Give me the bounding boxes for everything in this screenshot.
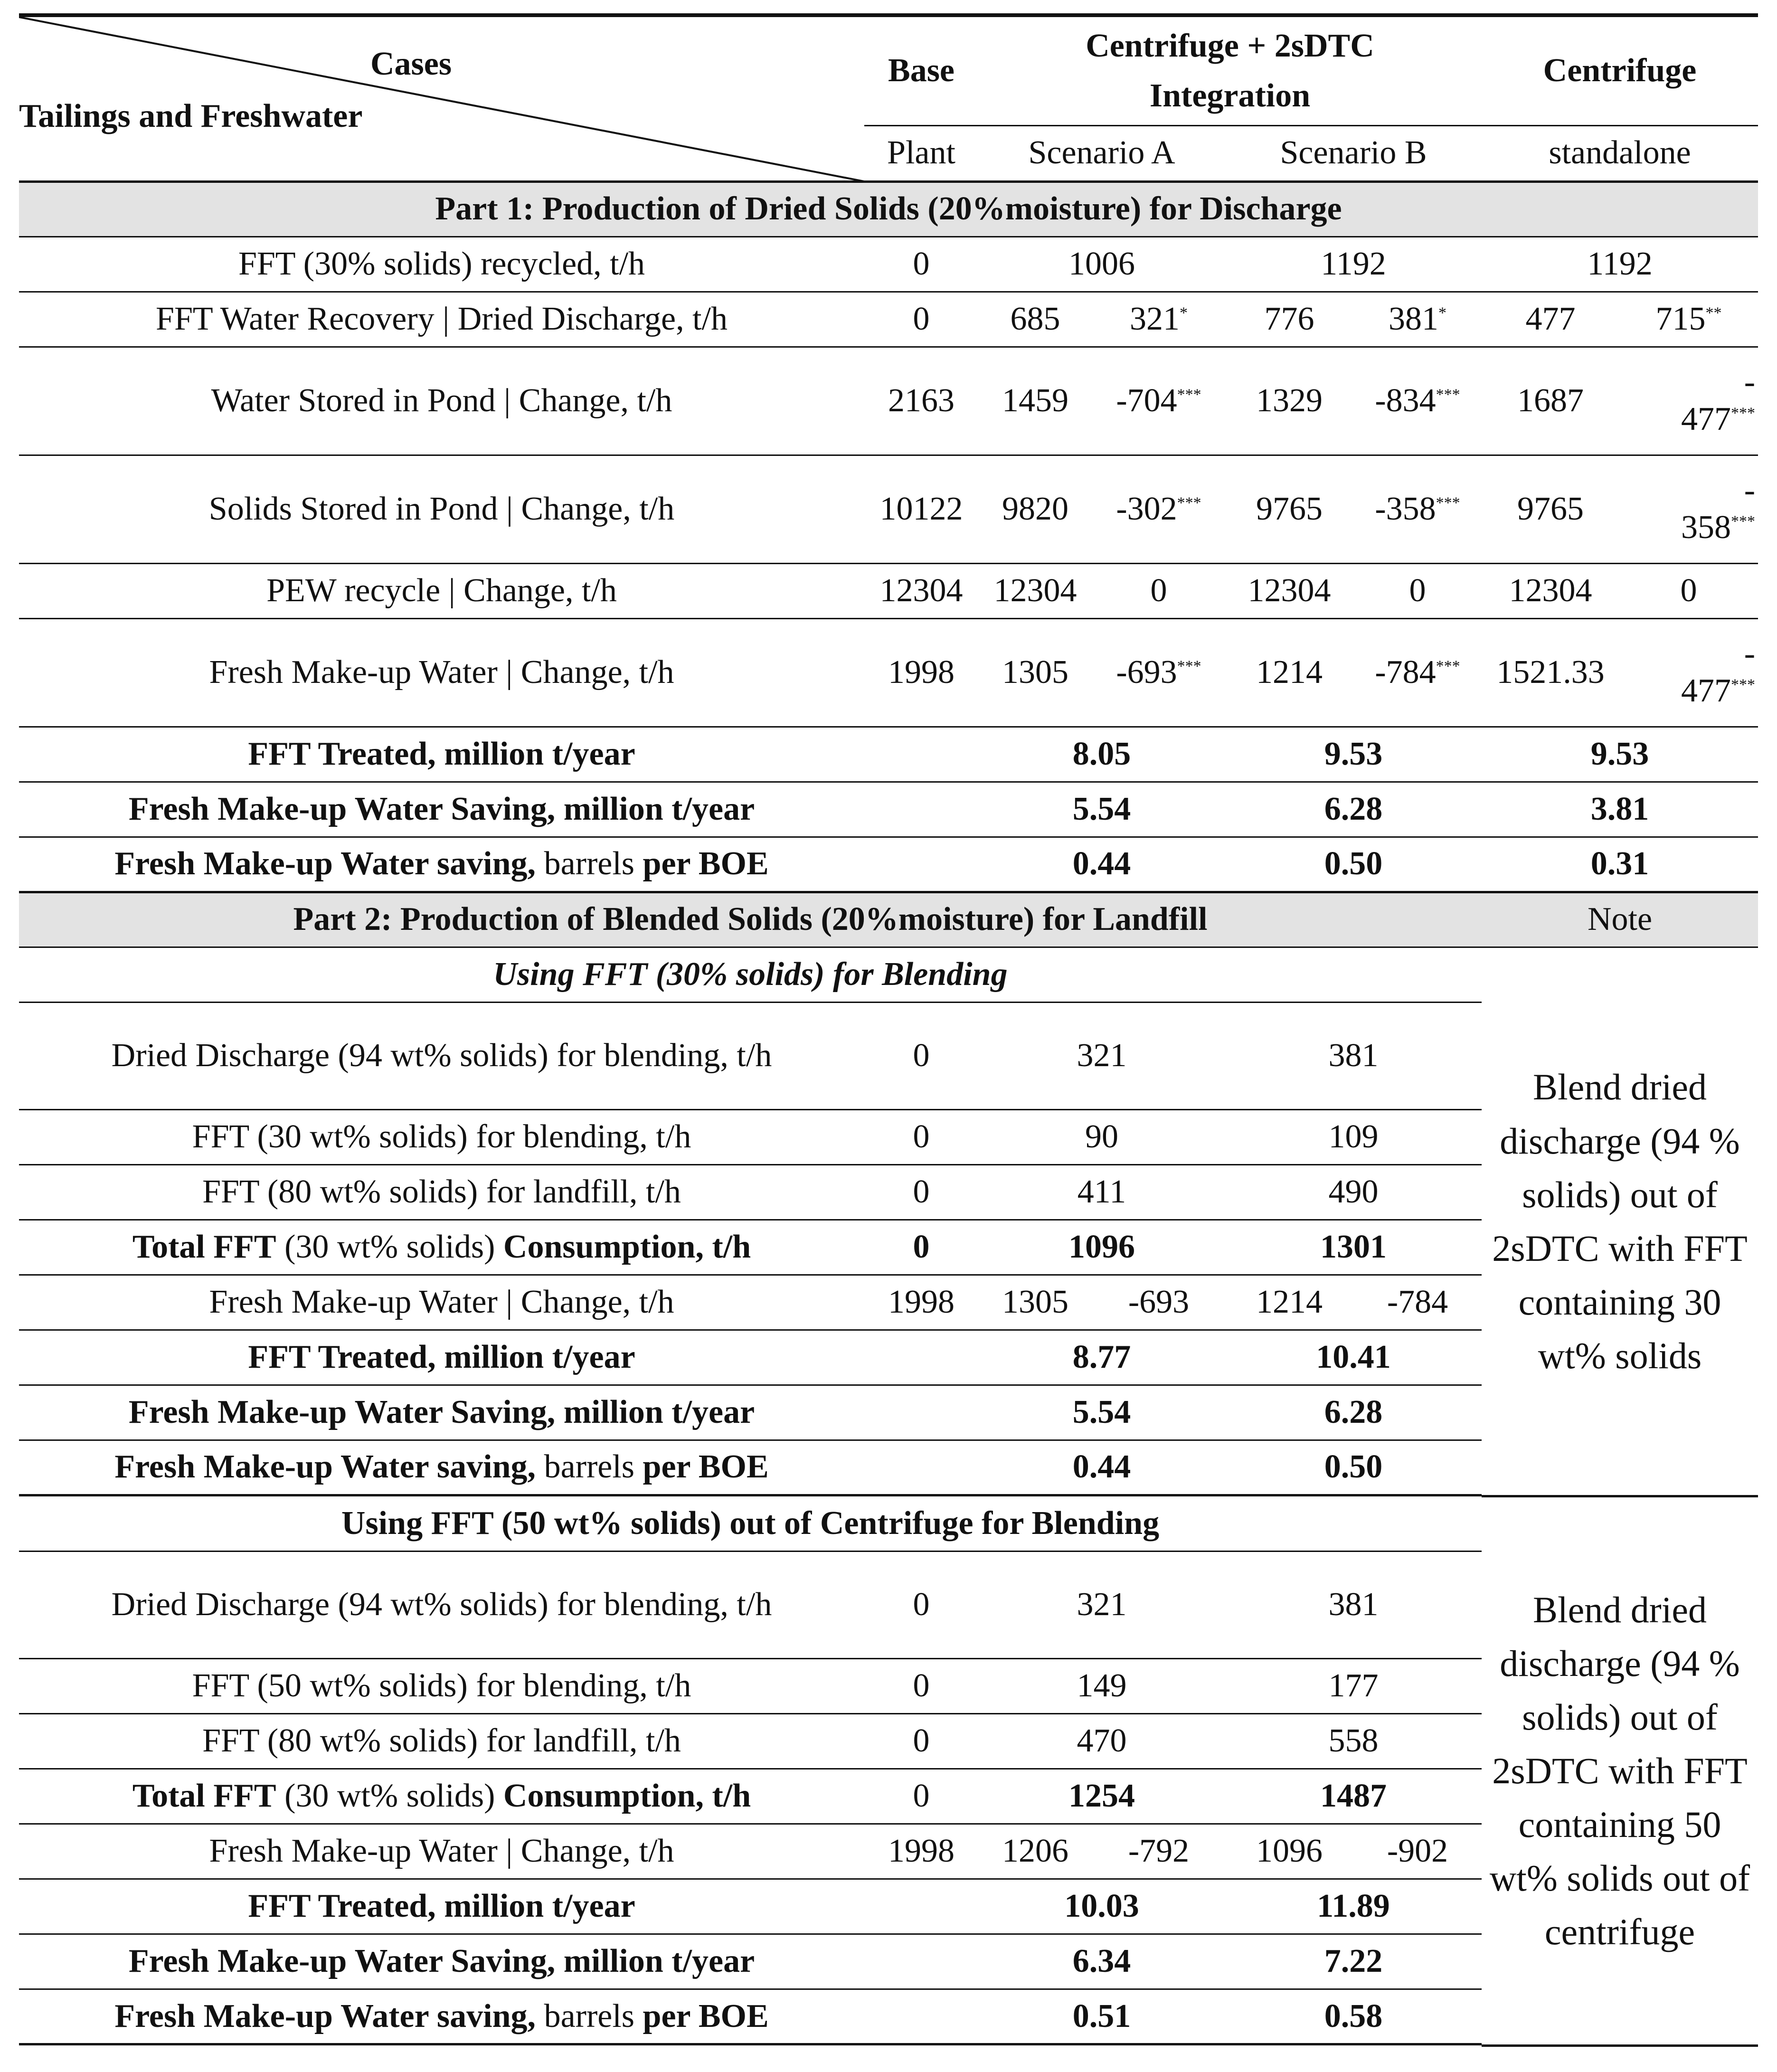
cell: 321	[978, 1002, 1225, 1109]
table-row	[19, 618, 1758, 727]
cell: 6.28	[1225, 1385, 1482, 1440]
cell: 9.53	[1482, 727, 1758, 782]
cell: 0	[1092, 563, 1225, 618]
cell: 0	[864, 1109, 978, 1164]
cell: 477	[1482, 292, 1619, 347]
table-row	[19, 1496, 1758, 1552]
row-label: Fresh Make-up Water | Change, t/h	[19, 1275, 864, 1330]
cell: 0.50	[1225, 1440, 1482, 1495]
cell: 0	[864, 1220, 978, 1275]
scenario-b-header: Scenario B	[1225, 125, 1482, 181]
cell: 0.50	[1225, 837, 1482, 892]
note-header: Note	[1482, 892, 1758, 947]
row-label: Fresh Make-up Water saving, barrels per BOE	[19, 1989, 864, 2044]
cell: 1998	[864, 618, 978, 727]
table-row	[19, 563, 1758, 618]
cell: 109	[1225, 1109, 1482, 1164]
results-table	[19, 13, 1758, 2047]
cell: 0	[1353, 563, 1482, 618]
cell: 12304	[978, 563, 1092, 618]
cell: -302***	[1092, 455, 1225, 563]
cell: 6.28	[1225, 782, 1482, 837]
cell: 1305	[978, 1275, 1092, 1330]
cases-label: Cases	[370, 46, 452, 82]
cell: 321*	[1092, 292, 1225, 347]
row-label: Fresh Make-up Water Saving, million t/year	[19, 782, 864, 837]
cell: 1214	[1225, 1275, 1353, 1330]
row-label: Fresh Make-up Water | Change, t/h	[19, 618, 864, 727]
cell	[864, 1934, 978, 1989]
cell: 0.44	[978, 837, 1225, 892]
row-label: FFT (80 wt% solids) for landfill, t/h	[19, 1714, 864, 1769]
cell: 8.05	[978, 727, 1225, 782]
cell: -834***	[1353, 347, 1482, 455]
cell: 1214	[1225, 618, 1353, 727]
cell: 1998	[864, 1275, 978, 1330]
cell: 6.34	[978, 1934, 1225, 1989]
sub2-title: Using FFT (50 wt% solids) out of Centrifuge for Blending	[19, 1496, 1482, 1552]
cell: 149	[978, 1659, 1225, 1714]
centrifuge-header: Centrifuge	[1482, 15, 1758, 125]
cell: 411	[978, 1164, 1225, 1220]
header-row	[19, 15, 1758, 125]
table-row	[19, 455, 1758, 563]
cell: 1301	[1225, 1220, 1482, 1275]
cell: 381	[1225, 1552, 1482, 1659]
integration-line1: Centrifuge + 2sDTC	[1086, 28, 1374, 65]
cell	[864, 1330, 978, 1385]
cell	[864, 1879, 978, 1934]
row-label: Total FFT (30 wt% solids) Consumption, t/h	[19, 1769, 864, 1824]
cell: 0	[864, 1002, 978, 1109]
table-row	[19, 292, 1758, 347]
cell: 1192	[1482, 237, 1758, 292]
row-label: FFT (80 wt% solids) for landfill, t/h	[19, 1164, 864, 1220]
cell: 470	[978, 1714, 1225, 1769]
cell: 0.31	[1482, 837, 1758, 892]
table-row	[19, 782, 1758, 837]
sub1-note: Blend dried discharge (94 % solids) out of 2sDTC with FFT containing 30 wt% solids	[1482, 947, 1758, 1496]
cell: -784	[1353, 1275, 1482, 1330]
cell: 12304	[864, 563, 978, 618]
row-label: FFT Treated, million t/year	[19, 1330, 864, 1385]
cell: 0	[864, 1659, 978, 1714]
base-header: Base	[864, 15, 978, 125]
row-label: FFT Water Recovery | Dried Discharge, t/h	[19, 292, 864, 347]
cell: 10122	[864, 455, 978, 563]
integration-header	[978, 15, 1482, 125]
cell	[864, 782, 978, 837]
cell: 9765	[1225, 455, 1353, 563]
cell: 0	[864, 292, 978, 347]
row-label: FFT (30 wt% solids) for blending, t/h	[19, 1109, 864, 1164]
sub2-note: Blend dried discharge (94 % solids) out of 2sDTC with FFT containing 50 wt% solids out of centrifuge	[1482, 1496, 1758, 2046]
part2-title-row	[19, 892, 1758, 947]
cell: 1305	[978, 618, 1092, 727]
cell: -902	[1353, 1824, 1482, 1879]
cell: 381	[1225, 1002, 1482, 1109]
row-label: Fresh Make-up Water Saving, million t/year	[19, 1385, 864, 1440]
part1-title: Part 1: Production of Dried Solids (20%moisture) for Discharge	[19, 181, 1758, 237]
row-label: FFT (30% solids) recycled, t/h	[19, 237, 864, 292]
cell: 0	[864, 1164, 978, 1220]
cell	[864, 1440, 978, 1495]
centrifuge-sub: standalone	[1482, 125, 1758, 181]
row-label: Fresh Make-up Water saving, barrels per BOE	[19, 1440, 864, 1495]
cell: 0	[864, 1769, 978, 1824]
cell: 7.22	[1225, 1934, 1482, 1989]
cell: 1192	[1225, 237, 1482, 292]
cell: 1687	[1482, 347, 1619, 455]
cell: 1459	[978, 347, 1092, 455]
part1-title-row	[19, 181, 1758, 237]
cell: 5.54	[978, 782, 1225, 837]
cell: 12304	[1482, 563, 1619, 618]
row-label: Total FFT (30 wt% solids) Consumption, t/h	[19, 1220, 864, 1275]
row-label: Water Stored in Pond | Change, t/h	[19, 347, 864, 455]
cell	[864, 837, 978, 892]
cell: 9820	[978, 455, 1092, 563]
scenario-a-header: Scenario A	[978, 125, 1225, 181]
base-sub: Plant	[864, 125, 978, 181]
cell	[864, 1989, 978, 2044]
cell: 12304	[1225, 563, 1353, 618]
cell: 715**	[1619, 292, 1758, 347]
cell: -784***	[1353, 618, 1482, 727]
row-label: Dried Discharge (94 wt% solids) for blending, t/h	[19, 1552, 864, 1659]
row-label: Fresh Make-up Water saving, barrels per BOE	[19, 837, 864, 892]
table-row	[19, 347, 1758, 455]
cell: 3.81	[1482, 782, 1758, 837]
cell: 321	[978, 1552, 1225, 1659]
cell: 1206	[978, 1824, 1092, 1879]
cell: 0	[864, 1714, 978, 1769]
row-label: Dried Discharge (94 wt% solids) for blending, t/h	[19, 1002, 864, 1109]
cell: 0.51	[978, 1989, 1225, 2044]
corner-cell	[19, 15, 864, 181]
cell: 1096	[1225, 1824, 1353, 1879]
cell: 1487	[1225, 1769, 1482, 1824]
cell: 0	[1619, 563, 1758, 618]
row-label: FFT Treated, million t/year	[19, 727, 864, 782]
cell: 1329	[1225, 347, 1353, 455]
cell: 11.89	[1225, 1879, 1482, 1934]
cell: 8.77	[978, 1330, 1225, 1385]
cell: - 358***	[1619, 455, 1758, 563]
row-label: FFT (50 wt% solids) for blending, t/h	[19, 1659, 864, 1714]
cell: 1006	[978, 237, 1225, 292]
part2-title: Part 2: Production of Blended Solids (20%moisture) for Landfill	[19, 892, 1482, 947]
cell	[864, 727, 978, 782]
cell: 0.58	[1225, 1989, 1482, 2044]
cell: - 477***	[1619, 618, 1758, 727]
table-row	[19, 947, 1758, 1002]
cell: 10.03	[978, 1879, 1225, 1934]
cell: 2163	[864, 347, 978, 455]
cell: 0	[864, 1552, 978, 1659]
row-label: PEW recycle | Change, t/h	[19, 563, 864, 618]
cell: -792	[1092, 1824, 1225, 1879]
cell: 1521.33	[1482, 618, 1619, 727]
cell: 9.53	[1225, 727, 1482, 782]
row-label: Fresh Make-up Water Saving, million t/year	[19, 1934, 864, 1989]
cell: 9765	[1482, 455, 1619, 563]
row-label: Fresh Make-up Water | Change, t/h	[19, 1824, 864, 1879]
cell: 776	[1225, 292, 1353, 347]
row-label: FFT Treated, million t/year	[19, 1879, 864, 1934]
cell: 10.41	[1225, 1330, 1482, 1385]
table-row	[19, 837, 1758, 892]
sub1-title: Using FFT (30% solids) for Blending	[19, 947, 1482, 1002]
cell: 1254	[978, 1769, 1225, 1824]
integration-line2: Integration	[1149, 77, 1311, 114]
cell: 90	[978, 1109, 1225, 1164]
cell: 0	[864, 237, 978, 292]
cell	[864, 1385, 978, 1440]
cell: 685	[978, 292, 1092, 347]
cell: 0.44	[978, 1440, 1225, 1495]
cell: 1998	[864, 1824, 978, 1879]
table-row	[19, 237, 1758, 292]
cell: -693	[1092, 1275, 1225, 1330]
cell: 5.54	[978, 1385, 1225, 1440]
cell: -704***	[1092, 347, 1225, 455]
table-row	[19, 727, 1758, 782]
row-label: Solids Stored in Pond | Change, t/h	[19, 455, 864, 563]
cell: 381*	[1353, 292, 1482, 347]
cell: - 477***	[1619, 347, 1758, 455]
cell: -693***	[1092, 618, 1225, 727]
cell: 177	[1225, 1659, 1482, 1714]
cell: -358***	[1353, 455, 1482, 563]
cell: 1096	[978, 1220, 1225, 1275]
cell: 558	[1225, 1714, 1482, 1769]
tailings-label: Tailings and Freshwater	[19, 98, 363, 134]
cell: 490	[1225, 1164, 1482, 1220]
